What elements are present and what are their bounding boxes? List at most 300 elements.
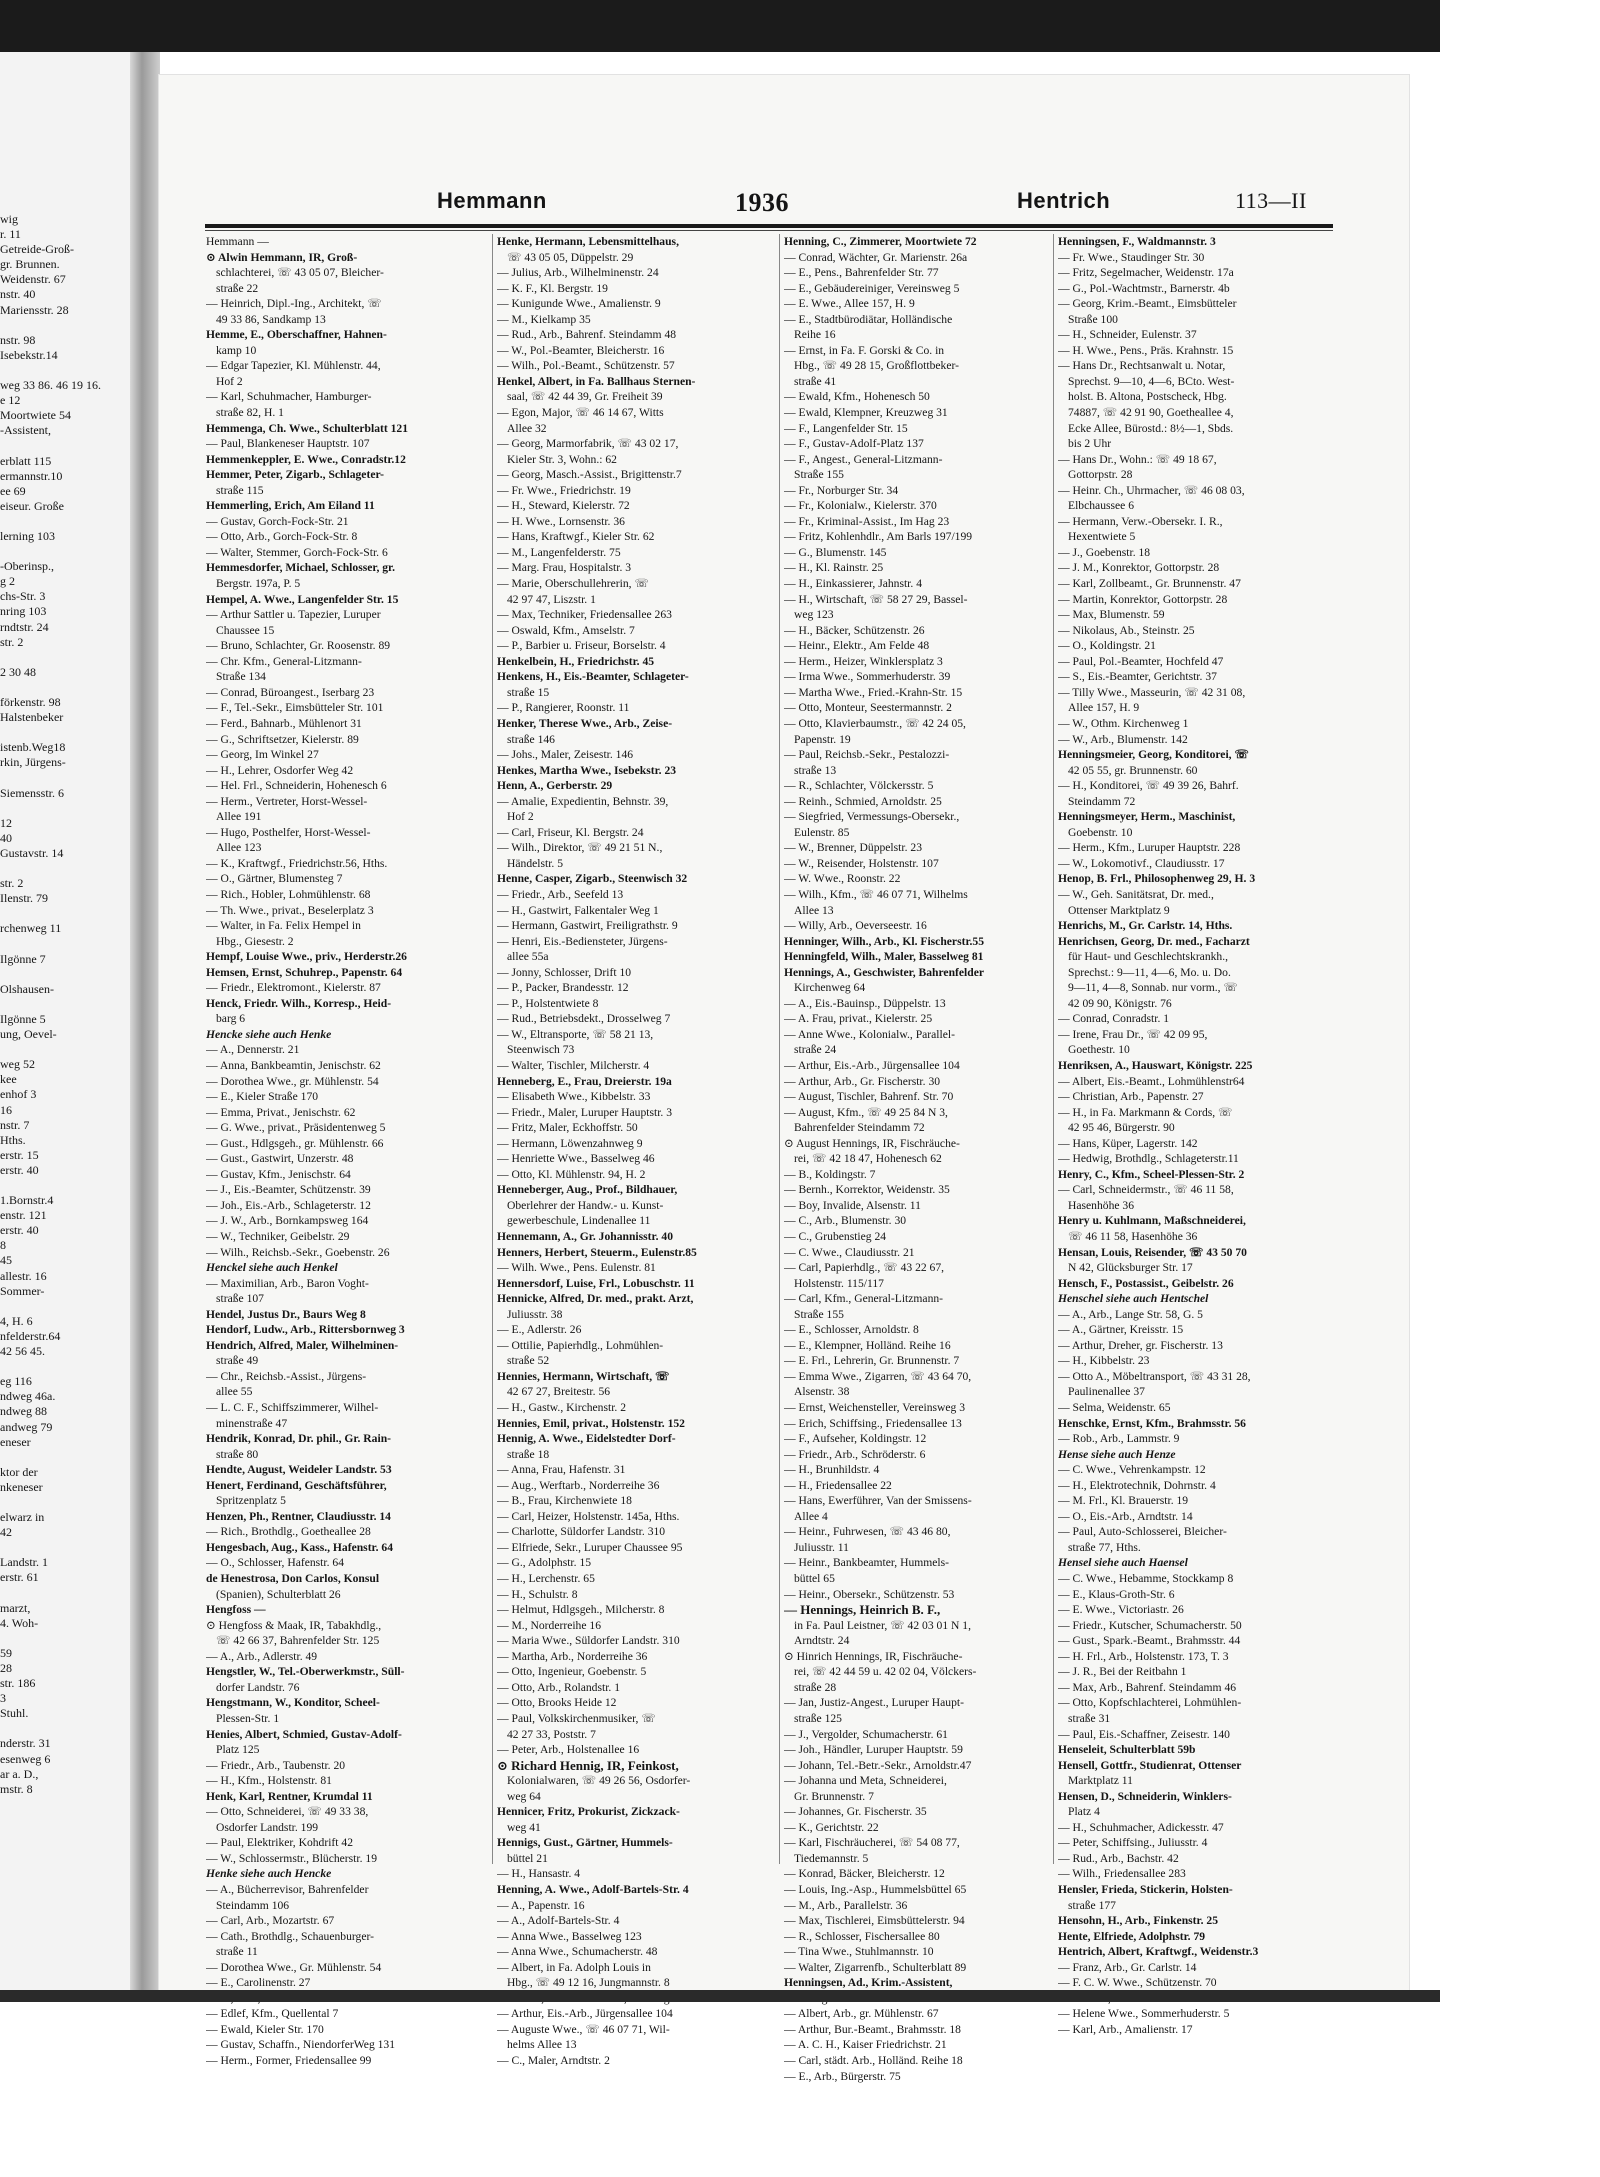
directory-entry-line: — Kunigunde Wwe., Amalienstr. 9: [497, 297, 661, 311]
directory-entry-line: — O., Eis.-Arb., Arndtstr. 14: [1058, 1509, 1193, 1523]
directory-entry-line: — W., Pol.-Beamter, Bleicherstr. 16: [497, 343, 665, 357]
directory-entry-line: — Herm., Heizer, Winklersplatz 3: [784, 654, 943, 668]
directory-entry-line: Allee 191: [216, 810, 262, 824]
directory-entry-line: Hemme, E., Oberschaffner, Hahnen-: [206, 328, 387, 342]
directory-entry-line: Hennicer, Fritz, Prokurist, Zickzack-: [497, 1805, 680, 1819]
directory-entry-line: Hensen, D., Schneiderin, Winklers-: [1058, 1789, 1232, 1803]
directory-entry-line: — Auguste Wwe., ☏ 46 07 71, Wil-: [497, 2022, 670, 2036]
directory-entry-line: — Elisabeth Wwe., Kibbelstr. 33: [497, 1090, 651, 1104]
directory-entry-line: Hemsen, Ernst, Schuhrep., Papenstr. 64: [206, 965, 403, 979]
directory-entry-line: Hennig, A. Wwe., Eidelstedter Dorf-: [497, 1432, 676, 1446]
directory-entry-line: — Carl, Papierhdlg., ☏ 43 22 67,: [784, 1261, 945, 1275]
directory-entry-line: Henners, Herbert, Steuerm., Eulenstr.85: [497, 1245, 697, 1259]
directory-entry-line: — Fr., Norburger Str. 34: [784, 483, 899, 497]
directory-entry-line: — H., Kl. Rainstr. 25: [784, 561, 884, 575]
directory-entry-line: — Reinh., Schmied, Arnoldstr. 25: [784, 794, 942, 808]
previous-page-line: erstr. 40: [0, 1223, 39, 1238]
directory-entry-line: — A., Bücherrevisor, Bahrenfelder: [206, 1882, 369, 1896]
directory-entry-line: — H., Hansastr. 4: [497, 1867, 581, 1881]
directory-entry-line: — Arthur Sattler u. Tapezier, Luruper: [206, 608, 381, 622]
directory-entry-line: — H., Einkassierer, Jahnstr. 4: [784, 577, 922, 591]
directory-entry-line: Gottorpstr. 28: [1068, 468, 1133, 482]
directory-entry-line: — C., Maler, Arndtstr. 2: [497, 2053, 610, 2067]
directory-entry-line: — W., Arb., Blumenstr. 142: [1058, 732, 1188, 746]
directory-entry-line: — Julius, Arb., Wilhelminenstr. 24: [497, 266, 659, 280]
directory-entry-line: — H., Elektrotechnik, Dohrnstr. 4: [1058, 1478, 1216, 1492]
directory-entry-line: Hbg., ☏ 49 28 15, Großflottbeker-: [794, 359, 959, 373]
column-divider: [779, 234, 780, 1864]
directory-entry-line: Spritzenplatz 5: [216, 1494, 286, 1508]
directory-entry-line: — E., Klaus-Groth-Str. 6: [1058, 1587, 1175, 1601]
previous-page-line: Mariensstr. 28: [0, 302, 69, 317]
previous-page-line: [0, 1359, 150, 1374]
previous-page-line: Getreide-Groß-: [0, 242, 74, 257]
previous-page-line: nring 103: [0, 604, 47, 619]
directory-entry-line: — Georg, Masch.-Assist., Brigittenstr.7: [497, 468, 682, 482]
directory-entry-line: Platz 4: [1068, 1805, 1100, 1819]
directory-entry-line: — C. Wwe., Vehrenkampstr. 12: [1058, 1463, 1206, 1477]
column-divider: [1053, 234, 1054, 1864]
directory-entry-line: — Friedr., Arb., Taubenstr. 20: [206, 1758, 346, 1772]
directory-entry-line: Steindamm 72: [1068, 794, 1136, 808]
previous-page-line: [0, 1586, 150, 1601]
directory-entry-line: (Spanien), Schulterblatt 26: [216, 1587, 341, 1601]
directory-entry-line: — Martha Wwe., Fried.-Krahn-Str. 15: [784, 685, 963, 699]
previous-page-line: nstr. 98: [0, 332, 36, 347]
directory-entry-line: — Johanna und Meta, Schneiderei,: [784, 1774, 947, 1788]
header-rule: [205, 224, 1333, 228]
directory-entry-line: dorfer Landstr. 76: [216, 1680, 300, 1694]
directory-entry-line: Reihe 16: [794, 328, 836, 342]
directory-entry-line: — Helene Wwe., Sommerhuderstr. 5: [1058, 2007, 1230, 2021]
directory-entry-line: — Herm., Kfm., Luruper Hauptstr. 228: [1058, 841, 1241, 855]
previous-page-line: ermannstr.10: [0, 468, 63, 483]
previous-page-line: gr. Brunnen.: [0, 257, 60, 272]
directory-entry-line: Steenwisch 73: [507, 1043, 575, 1057]
directory-entry-line: — O., Koldingstr. 21: [1058, 639, 1156, 653]
directory-entry-line: — Franz, Arb., Gr. Carlstr. 14: [1058, 1960, 1197, 1974]
directory-entry-line: 42 09 90, Königstr. 76: [1068, 996, 1172, 1010]
directory-entry-line: — August, Kfm., ☏ 49 25 84 N 3,: [784, 1105, 948, 1119]
directory-entry-line: — Charlotte, Süldorfer Landstr. 310: [497, 1525, 666, 1539]
directory-entry-line: Hense siehe auch Henze: [1058, 1447, 1176, 1461]
previous-page-line: Hths.: [0, 1132, 26, 1147]
previous-page-line: chs-Str. 3: [0, 589, 46, 604]
previous-page-line: lerning 103: [0, 528, 55, 543]
directory-entry-line: — Max, Tischlerei, Eimsbüttelerstr. 94: [784, 1914, 965, 1928]
directory-entry-line: barg 6: [216, 1012, 246, 1026]
directory-entry-line: — Friedr., Elektromont., Kielerstr. 87: [206, 981, 381, 995]
directory-entry-line: — O., Schlosser, Hafenstr. 64: [206, 1556, 344, 1570]
directory-entry-line: Hente, Elfriede, Adolphstr. 79: [1058, 1929, 1206, 1943]
directory-column-4: [1058, 234, 1338, 2037]
directory-entry-line: — Oswald, Kfm., Amselstr. 7: [497, 623, 635, 637]
directory-entry-line: — Hermann, Gastwirt, Freiligrathstr. 9: [497, 919, 678, 933]
directory-entry-line: — M. Frl., Kl. Brauerstr. 19: [1058, 1494, 1189, 1508]
directory-entry-line: Hendorf, Ludw., Arb., Rittersbornweg 3: [206, 1323, 405, 1337]
directory-entry-line: — Gustav, Gorch-Fock-Str. 21: [206, 514, 349, 528]
directory-entry-line: — W., Othm. Kirchenweg 1: [1058, 716, 1189, 730]
directory-entry-line: Hemmenga, Ch. Wwe., Schulterblatt 121: [206, 421, 409, 435]
directory-entry-line: — Max, Techniker, Friedensallee 263: [497, 608, 672, 622]
previous-page-line: Olshausen-: [0, 981, 54, 996]
directory-entry-line: — Boy, Invalide, Alsenstr. 11: [784, 1198, 921, 1212]
directory-entry-line: straße 82, H. 1: [216, 406, 284, 420]
directory-entry-line: straße 77, Hths.: [1068, 1540, 1141, 1554]
previous-page-line: 42 56 45.: [0, 1344, 45, 1359]
directory-entry-line: — Wilh. Wwe., Pens. Eulenstr. 81: [497, 1261, 656, 1275]
directory-entry-line: straße 11: [216, 1945, 258, 1959]
directory-entry-line: Hennicke, Alfred, Dr. med., prakt. Arzt,: [497, 1292, 694, 1306]
directory-entry-line: — Amalie, Expedientin, Behnstr. 39,: [497, 794, 669, 808]
directory-entry-line: — E., Klempner, Holländ. Reihe 16: [784, 1338, 951, 1352]
directory-entry-line: — Carl, Arb., Mozartstr. 67: [206, 1914, 335, 1928]
previous-page-line: mstr. 8: [0, 1781, 33, 1796]
directory-entry-line: — G., Blumenstr. 145: [784, 545, 887, 559]
directory-entry-line: Hennemann, A., Gr. Johannisstr. 40: [497, 1230, 673, 1243]
previous-page-line: nstr. 7: [0, 1117, 30, 1132]
directory-entry-line: Henriksen, A., Hauswart, Königstr. 225: [1058, 1058, 1253, 1072]
directory-entry-line: Hensler, Frieda, Stickerin, Holsten-: [1058, 1882, 1233, 1896]
directory-entry-line: — Hennings, Heinrich B. F.,: [784, 1602, 941, 1618]
previous-page-line: [0, 1721, 150, 1736]
directory-entry-line: — H., Lerchenstr. 65: [497, 1572, 595, 1586]
directory-entry-line: — Walter, in Fa. Felix Hempel in: [206, 919, 361, 933]
directory-entry-line: — Fr. Wwe., Staudinger Str. 30: [1058, 250, 1205, 264]
directory-entry-line: — Marie, Oberschullehrerin, ☏: [497, 577, 649, 591]
directory-entry-line: — Jonny, Schlosser, Drift 10: [497, 965, 632, 979]
directory-entry-line: Straße 155: [794, 1307, 844, 1321]
directory-entry-line: — A., Adolf-Bartels-Str. 4: [497, 1914, 620, 1928]
directory-entry-line: straße 49: [216, 1354, 259, 1368]
previous-page-line: ndweg 46a.: [0, 1389, 56, 1404]
directory-entry-line: — Heinr. Ch., Uhrmacher, ☏ 46 08 03,: [1058, 483, 1245, 497]
directory-entry-line: — Georg, Krim.-Beamt., Eimsbütteler: [1058, 297, 1237, 311]
directory-entry-line: Henk, Karl, Rentner, Krumdal 11: [206, 1789, 373, 1803]
directory-entry-line: ⊙ Hengfoss & Maak, IR, Tabakhdlg.,: [206, 1618, 382, 1632]
directory-entry-line: Hentrich, Albert, Kraftwgf., Weidenstr.3: [1058, 1945, 1259, 1959]
directory-entry-line: 74887, ☏ 42 91 90, Goetheallee 4,: [1068, 406, 1234, 420]
directory-entry-line: — Carl, Friseur, Kl. Bergstr. 24: [497, 825, 644, 839]
directory-entry-line: — Herm., Vertreter, Horst-Wessel-: [206, 794, 368, 808]
previous-page-line: erblatt 115: [0, 453, 52, 468]
previous-page-line: kee: [0, 1072, 17, 1087]
directory-entry-line: Eulenstr. 85: [794, 825, 850, 839]
directory-entry-line: — Paul, Reichsb.-Sekr., Pestalozzi-: [784, 748, 950, 762]
directory-entry-line: — K., Kraftwgf., Friedrichstr.56, Hths.: [206, 856, 388, 870]
directory-entry-line: — Th. Wwe., privat., Beselerplatz 3: [206, 903, 374, 917]
previous-page-line: nfelderstr.64: [0, 1328, 61, 1343]
directory-entry-line: — Johann, Tel.-Betr.-Sekr., Arnoldstr.47: [784, 1758, 972, 1772]
directory-entry-line: — Martha, Arb., Norderreihe 36: [497, 1649, 648, 1663]
directory-entry-line: — Ewald, Kieler Str. 170: [206, 2022, 324, 2036]
directory-entry-line: Hof 2: [507, 810, 534, 824]
directory-entry-line: — H. Wwe., Pens., Präs. Krahnstr. 15: [1058, 343, 1234, 357]
directory-entry-line: — Gustav, Kfm., Jenischstr. 64: [206, 1167, 351, 1181]
previous-page-line: weg 52: [0, 1057, 35, 1072]
previous-page-line: förkenstr. 98: [0, 695, 61, 709]
directory-entry-line: straße 80: [216, 1447, 259, 1461]
previous-page-line: [0, 1299, 150, 1314]
previous-page-line: enhof 3: [0, 1087, 37, 1102]
directory-entry-line: N 42, Glücksburger Str. 17: [1068, 1261, 1193, 1275]
previous-page-line: ndweg 88: [0, 1404, 47, 1419]
directory-entry-line: — E., Pens., Bahrenfelder Str. 77: [784, 266, 939, 280]
previous-page-line: str. 2: [0, 634, 24, 649]
previous-page-line: Gustavstr. 14: [0, 845, 64, 860]
directory-entry-line: — E. Wwe., Victoriastr. 26: [1058, 1603, 1184, 1617]
previous-page-line: nstr. 40: [0, 287, 36, 302]
directory-entry-line: — F., Langenfelder Str. 15: [784, 421, 908, 435]
previous-page-line: [0, 937, 150, 952]
directory-entry-line: — Arthur, Arb., Gr. Fischerstr. 30: [784, 1074, 941, 1088]
previous-page-line: 4. Woh-: [0, 1615, 39, 1630]
directory-entry-line: — Erich, Schiffsing., Friedensallee 13: [784, 1416, 962, 1430]
directory-entry-line: — W., Eltransporte, ☏ 58 21 13,: [497, 1027, 654, 1041]
directory-entry-line: Osdorfer Landstr. 199: [216, 1820, 319, 1834]
directory-entry-line: — Egon, Major, ☏ 46 14 67, Witts: [497, 406, 664, 420]
previous-page-line: [0, 544, 150, 559]
directory-entry-line: — Wilh., Kfm., ☏ 46 07 71, Wilhelms: [784, 887, 968, 901]
directory-entry-line: Kieler Str. 3, Wohn.: 62: [507, 452, 617, 466]
directory-entry-line: — Chr., Reichsb.-Assist., Jürgens-: [206, 1369, 367, 1383]
directory-entry-line: — Carl, Schneidermstr., ☏ 46 11 58,: [1058, 1183, 1234, 1197]
directory-entry-line: Hendrich, Alfred, Maler, Wilhelminen-: [206, 1338, 399, 1352]
directory-entry-line: — Otto, Klavierbaumstr., ☏ 42 24 05,: [784, 716, 966, 730]
previous-page-line: [0, 1540, 150, 1555]
previous-page-line: marzt,: [0, 1600, 31, 1615]
directory-entry-line: Marktplatz 11: [1068, 1774, 1133, 1788]
directory-entry-line: Sprechst.: 9—11, 4—6, Mo. u. Do.: [1068, 965, 1231, 979]
directory-entry-line: Henninger, Wilh., Arb., Kl. Fischerstr.55: [784, 934, 985, 948]
directory-entry-line: Hensel siehe auch Haensel: [1058, 1556, 1188, 1570]
directory-entry-line: — Rob., Arb., Lammstr. 9: [1058, 1432, 1180, 1446]
directory-entry-line: — Elfriede, Sekr., Luruper Chaussee 95: [497, 1540, 683, 1554]
directory-entry-line: — Irma Wwe., Sommerhuderstr. 39: [784, 670, 951, 684]
directory-entry-line: straße 15: [507, 685, 550, 699]
directory-entry-line: — Cath., Brothdlg., Schauenburger-: [206, 1929, 374, 1943]
directory-entry-line: — Arthur, Eis.-Arb., Jürgensallee 104: [784, 1058, 960, 1072]
previous-page-line: [0, 967, 150, 982]
directory-entry-line: Henry u. Kuhlmann, Maßschneiderei,: [1058, 1214, 1246, 1228]
previous-page-line: [0, 363, 150, 378]
directory-entry-line: Henry, C., Kfm., Scheel-Plessen-Str. 2: [1058, 1167, 1245, 1181]
directory-entry-line: — W., Techniker, Geibelstr. 29: [206, 1230, 350, 1243]
directory-entry-line: — Karl, Zollbeamt., Gr. Brunnenstr. 47: [1058, 577, 1241, 591]
directory-entry-line: — Jan, Justiz-Angest., Luruper Haupt-: [784, 1696, 964, 1710]
directory-entry-line: — Hedwig, Brothdlg., Schlageterstr.11: [1058, 1152, 1239, 1166]
directory-entry-line: — R., Schlachter, Völckersstr. 5: [784, 779, 934, 793]
directory-entry-line: — Rich., Brothdlg., Goetheallee 28: [206, 1525, 371, 1539]
directory-entry-line: — F., Tel.-Sekr., Eimsbütteler Str. 101: [206, 701, 384, 715]
directory-entry-line: — Wilh., Friedensallee 283: [1058, 1867, 1186, 1881]
directory-entry-line: Hengstler, W., Tel.-Oberwerkmstr., Süll-: [206, 1665, 405, 1679]
directory-entry-line: — M., Kielkamp 35: [497, 312, 591, 326]
directory-entry-line: — H., Bäcker, Schützenstr. 26: [784, 623, 925, 637]
directory-entry-line: — Heinr., Elektr., Am Felde 48: [784, 639, 930, 653]
directory-entry-line: — Chr. Kfm., General-Litzmann-: [206, 654, 362, 668]
directory-entry-line: — C., Arb., Blumenstr. 30: [784, 1214, 907, 1228]
previous-page-line: 28: [0, 1661, 12, 1675]
directory-entry-line: Henningsmeier, Georg, Konditorei, ☏: [1058, 748, 1249, 762]
directory-entry-line: — A., Gärtner, Kreisstr. 15: [1058, 1323, 1184, 1337]
directory-entry-line: rei, ☏ 42 44 59 u. 42 02 04, Völckers-: [794, 1665, 977, 1679]
previous-page-line: [0, 680, 150, 695]
directory-entry-line: — Konrad, Bäcker, Bleicherstr. 12: [784, 1867, 945, 1881]
directory-entry-line: allee 55: [216, 1385, 253, 1399]
directory-entry-line: Juliusstr. 11: [794, 1540, 849, 1554]
previous-page-line: Landstr. 1: [0, 1555, 48, 1570]
directory-column-3: [784, 234, 1064, 2084]
directory-entry-line: — Anna, Frau, Hafenstr. 31: [497, 1463, 626, 1477]
directory-entry-line: allee 55a: [507, 950, 549, 964]
scan-border-top: [0, 0, 1440, 52]
directory-entry-line: Henop, B. Frl., Philosophenweg 29, H. 3: [1058, 872, 1256, 886]
directory-entry-line: — E., Adlerstr. 26: [497, 1323, 582, 1337]
directory-entry-line: Henning, C., Zimmerer, Moortwiete 72: [784, 235, 977, 248]
directory-entry-line: straße 52: [507, 1354, 550, 1368]
previous-page-line: nderstr. 31: [0, 1736, 51, 1751]
directory-entry-line: — Arthur, Bur.-Beamt., Brahmsstr. 18: [784, 2022, 961, 2036]
directory-entry-line: — Walter, Zigarrenfb., Schulterblatt 89: [784, 1960, 967, 1974]
directory-entry-line: Hensch, F., Postassist., Geibelstr. 26: [1058, 1276, 1234, 1290]
previous-page-line: wig: [0, 212, 18, 226]
directory-entry-line: — K., Gerichtstr. 22: [784, 1820, 879, 1834]
directory-entry-line: Henke siehe auch Hencke: [206, 1867, 332, 1881]
directory-entry-line: Hemmenkeppler, E. Wwe., Conradstr.12: [206, 452, 406, 466]
directory-entry-line: — Rich., Hobler, Lohmühlenstr. 68: [206, 887, 371, 901]
directory-entry-line: Gr. Brunnenstr. 7: [794, 1789, 874, 1803]
directory-entry-line: — J. M., Konrektor, Gottorpstr. 28: [1058, 561, 1220, 575]
directory-entry-line: — Fr., Kriminal-Assist., Im Hag 23: [784, 514, 950, 528]
previous-page-strip: [0, 52, 150, 2002]
directory-entry-line: straße 31: [1068, 1711, 1111, 1725]
directory-entry-line: Allee 4: [794, 1509, 828, 1523]
directory-entry-line: Allee 123: [216, 841, 262, 855]
directory-entry-line: — Willy, Arb., Oeverseestr. 16: [784, 919, 927, 933]
directory-entry-line: Allee 157, H. 9: [1068, 701, 1140, 715]
directory-entry-line: Hennersdorf, Luise, Frl., Lobuschstr. 11: [497, 1276, 695, 1290]
directory-entry-line: — Paul, Blankeneser Hauptstr. 107: [206, 437, 370, 451]
directory-entry-line: — E. Frl., Lehrerin, Gr. Brunnenstr. 7: [784, 1354, 960, 1368]
directory-entry-line: — H. Frl., Arb., Holstenstr. 173, T. 3: [1058, 1649, 1229, 1663]
previous-page-line: [0, 1042, 150, 1057]
directory-entry-line: — Dorothea Wwe., gr. Mühlenstr. 54: [206, 1074, 379, 1088]
directory-entry-line: — H., Brunhildstr. 4: [784, 1463, 880, 1477]
directory-entry-line: — A., Arb., Adlerstr. 49: [206, 1649, 318, 1663]
directory-entry-line: Bergstr. 197a, P. 5: [216, 577, 301, 591]
directory-entry-line: — Ernst, Weichensteller, Vereinsweg 3: [784, 1401, 966, 1415]
directory-entry-line: — Ottilie, Papierhdlg., Lohmühlen-: [497, 1338, 664, 1352]
directory-entry-line: — Siegfried, Vermessungs-Obersekr.,: [784, 810, 960, 824]
previous-page-line: [0, 1495, 150, 1510]
directory-entry-line: Hasenhöhe 36: [1068, 1198, 1135, 1212]
directory-entry-line: 49 33 86, Sandkamp 13: [216, 312, 326, 326]
directory-entry-line: — Karl, Arb., Amalienstr. 17: [1058, 2022, 1193, 2036]
previous-page-line: istenb.Weg18: [0, 740, 66, 755]
directory-entry-line: gewerbeschule, Lindenallee 11: [507, 1214, 651, 1228]
directory-entry-line: 42 97 47, Liszstr. 1: [507, 592, 596, 606]
directory-entry-line: schlachterei, ☏ 43 05 07, Bleicher-: [216, 266, 384, 280]
directory-entry-line: — Karl, Schuhmacher, Hamburger-: [206, 390, 372, 404]
directory-entry-line: Ecke Allee, Bürostd.: 8½—1, Sbds.: [1068, 421, 1234, 435]
scan-border-bottom: [0, 1990, 1440, 2002]
directory-entry-line: weg 123: [794, 608, 834, 622]
directory-entry-line: — Ernst, in Fa. F. Gorski & Co. in: [784, 343, 945, 357]
directory-entry-line: — Emma, Privat., Jenischstr. 62: [206, 1105, 356, 1119]
previous-page-line: str. 2: [0, 876, 24, 891]
directory-entry-line: — Edgar Tapezier, Kl. Mühlenstr. 44,: [206, 359, 381, 373]
directory-entry-line: — Rud., Arb., Bahrenf. Steindamm 48: [497, 328, 677, 342]
previous-page-line: r. 11: [0, 227, 21, 242]
directory-entry-line: — Karl, Fischräucherei, ☏ 54 08 77,: [784, 1836, 960, 1850]
directory-entry-line: ⊙ Hinrich Hennings, IR, Fischräuche-: [784, 1649, 963, 1663]
previous-page-line: rkin, Jürgens-: [0, 755, 66, 770]
directory-entry-line: — Heinr., Obersekr., Schützenstr. 53: [784, 1587, 955, 1601]
directory-entry-line: — Otto A., Möbeltransport, ☏ 43 31 28,: [1058, 1369, 1251, 1383]
directory-entry-line: — Anna Wwe., Basselweg 123: [497, 1929, 642, 1943]
directory-entry-line: — Anne Wwe., Kolonialw., Parallel-: [784, 1027, 955, 1041]
directory-entry-line: — Bruno, Schlachter, Gr. Roosenstr. 89: [206, 639, 391, 653]
column-divider: [492, 234, 493, 1864]
previous-page-line: 16: [0, 1102, 12, 1117]
directory-entry-line: straße 18: [507, 1447, 550, 1461]
directory-entry-line: Kolonialwaren, ☏ 49 26 56, Osdorfer-: [507, 1774, 691, 1788]
directory-entry-line: — E., Kieler Straße 170: [206, 1090, 319, 1104]
directory-entry-line: — Anna, Bankbeamtin, Jenischstr. 62: [206, 1058, 381, 1072]
page-header: [205, 188, 1330, 218]
previous-page-line: erstr. 15: [0, 1147, 39, 1162]
directory-entry-line: — Fritz, Maler, Eckhoffstr. 50: [497, 1121, 638, 1135]
directory-entry-line: Bahrenfelder Steindamm 72: [794, 1121, 925, 1135]
directory-entry-line: — Ferd., Bahnarb., Mühlenort 31: [206, 716, 362, 730]
previous-page-line: 42: [0, 1525, 12, 1540]
directory-entry-line: — A., Arb., Lange Str. 58, G. 5: [1058, 1307, 1203, 1321]
previous-page-line: elwarz in: [0, 1510, 45, 1525]
directory-entry-line: — M., Norderreihe 16: [497, 1618, 601, 1632]
directory-entry-line: straße 125: [794, 1711, 842, 1725]
directory-entry-line: — Hans, Ewerführer, Van der Smissens-: [784, 1494, 972, 1508]
directory-entry-line: Henschel siehe auch Hentschel: [1058, 1292, 1209, 1306]
previous-page-line: Ilgönne 5: [0, 1011, 46, 1026]
directory-entry-line: — M., Arb., Parallelstr. 36: [784, 1898, 908, 1912]
directory-entry-line: — Heinr., Fuhrwesen, ☏ 43 46 80,: [784, 1525, 951, 1539]
directory-entry-line: Hennings, A., Geschwister, Bahrenfelder: [784, 965, 984, 979]
directory-entry-line: Chaussee 15: [216, 623, 275, 637]
directory-entry-line: saal, ☏ 42 44 39, Gr. Freiheit 39: [507, 390, 663, 404]
directory-entry-line: — Arthur, Dreher, gr. Fischerstr. 13: [1058, 1338, 1223, 1352]
directory-entry-line: — Hans Dr., Wohn.: ☏ 49 18 67,: [1058, 452, 1217, 466]
directory-entry-line: straße 41: [794, 374, 837, 388]
previous-page-line: [0, 801, 150, 816]
previous-page-line: 1.Bornstr.4: [0, 1193, 54, 1208]
scan-margin: [1440, 0, 1600, 52]
directory-entry-line: — G., Adolphstr. 15: [497, 1556, 592, 1570]
directory-entry-line: Straße 155: [794, 468, 844, 482]
previous-page-line: rndtstr. 24: [0, 619, 49, 634]
previous-page-line: 45: [0, 1253, 12, 1268]
previous-page-line: [0, 1178, 150, 1193]
directory-entry-line: Elbchaussee 6: [1068, 499, 1134, 513]
previous-page-line: 59: [0, 1645, 12, 1660]
directory-entry-line: — Rud., Betriebsdekt., Drosselweg 7: [497, 1012, 671, 1026]
directory-entry-line: — F., Angest., General-Litzmann-: [784, 452, 943, 466]
previous-page-line: ung, Oevel-: [0, 1027, 57, 1042]
directory-entry-line: Hensohn, H., Arb., Finkenstr. 25: [1058, 1914, 1218, 1928]
directory-entry-line: — W., Brenner, Düppelstr. 23: [784, 841, 923, 855]
previous-page-line: ee 69: [0, 483, 26, 498]
directory-entry-line: — Maria Wwe., Süldorfer Landstr. 310: [497, 1634, 680, 1648]
